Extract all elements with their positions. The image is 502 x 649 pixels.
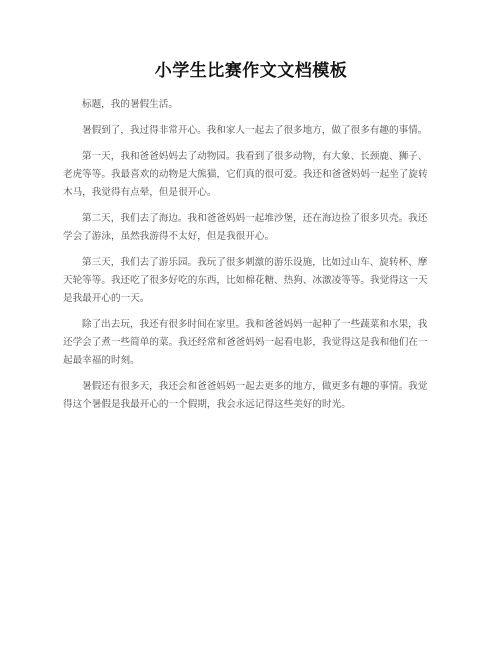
paragraph-intro: 暑假到了，我过得非常开心。我和家人一起去了很多地方，做了很多有趣的事情。 bbox=[82, 125, 428, 136]
paragraph-conclusion: 暑假还有很多天，我还会和爸爸妈妈一起去更多的地方，做更多有趣的事情。我觉得这个暑假是我最开心的一个假期，我会永远记得这些美好的时光。 bbox=[63, 381, 428, 410]
paragraph-day-three: 第三天，我们去了游乐园。我玩了很多刺激的游乐设施，比如过山车、旋转杯、摩天轮等等。我还吃了很多好吃的东西，比如棉花糖、热狗、冰激凌等等。我觉得这一天是我最开心的一天。 bbox=[63, 257, 428, 304]
paragraph-at-home: 除了出去玩，我还有很多时间在家里。我和爸爸妈妈一起种了一些蔬菜和水果，我还学会了煮一些简单的菜。我还经常和爸爸妈妈一起看电影，我觉得这是我和他们在一起最幸福的时刻。 bbox=[63, 319, 428, 366]
document-body bbox=[63, 96, 435, 422]
paragraph-day-one: 第一天，我和爸爸妈妈去了动物园。我看到了很多动物，有大象、长颈鹿、狮子、老虎等等。我最喜欢的动物是大熊猫，它们真的很可爱。我还和爸爸妈妈一起坐了旋转木马，我觉得有点晕，但是很开心。 bbox=[63, 151, 428, 198]
paragraph-day-two: 第二天，我们去了海边。我和爸爸妈妈一起堆沙堡，还在海边捡了很多贝壳。我还学会了游泳，虽然我游得不太好，但是我很开心。 bbox=[63, 213, 428, 242]
paragraph-title-line: 标题，我的暑假生活。 bbox=[82, 99, 178, 110]
document-title: 小学生比赛作文文档模板 bbox=[154, 61, 348, 81]
